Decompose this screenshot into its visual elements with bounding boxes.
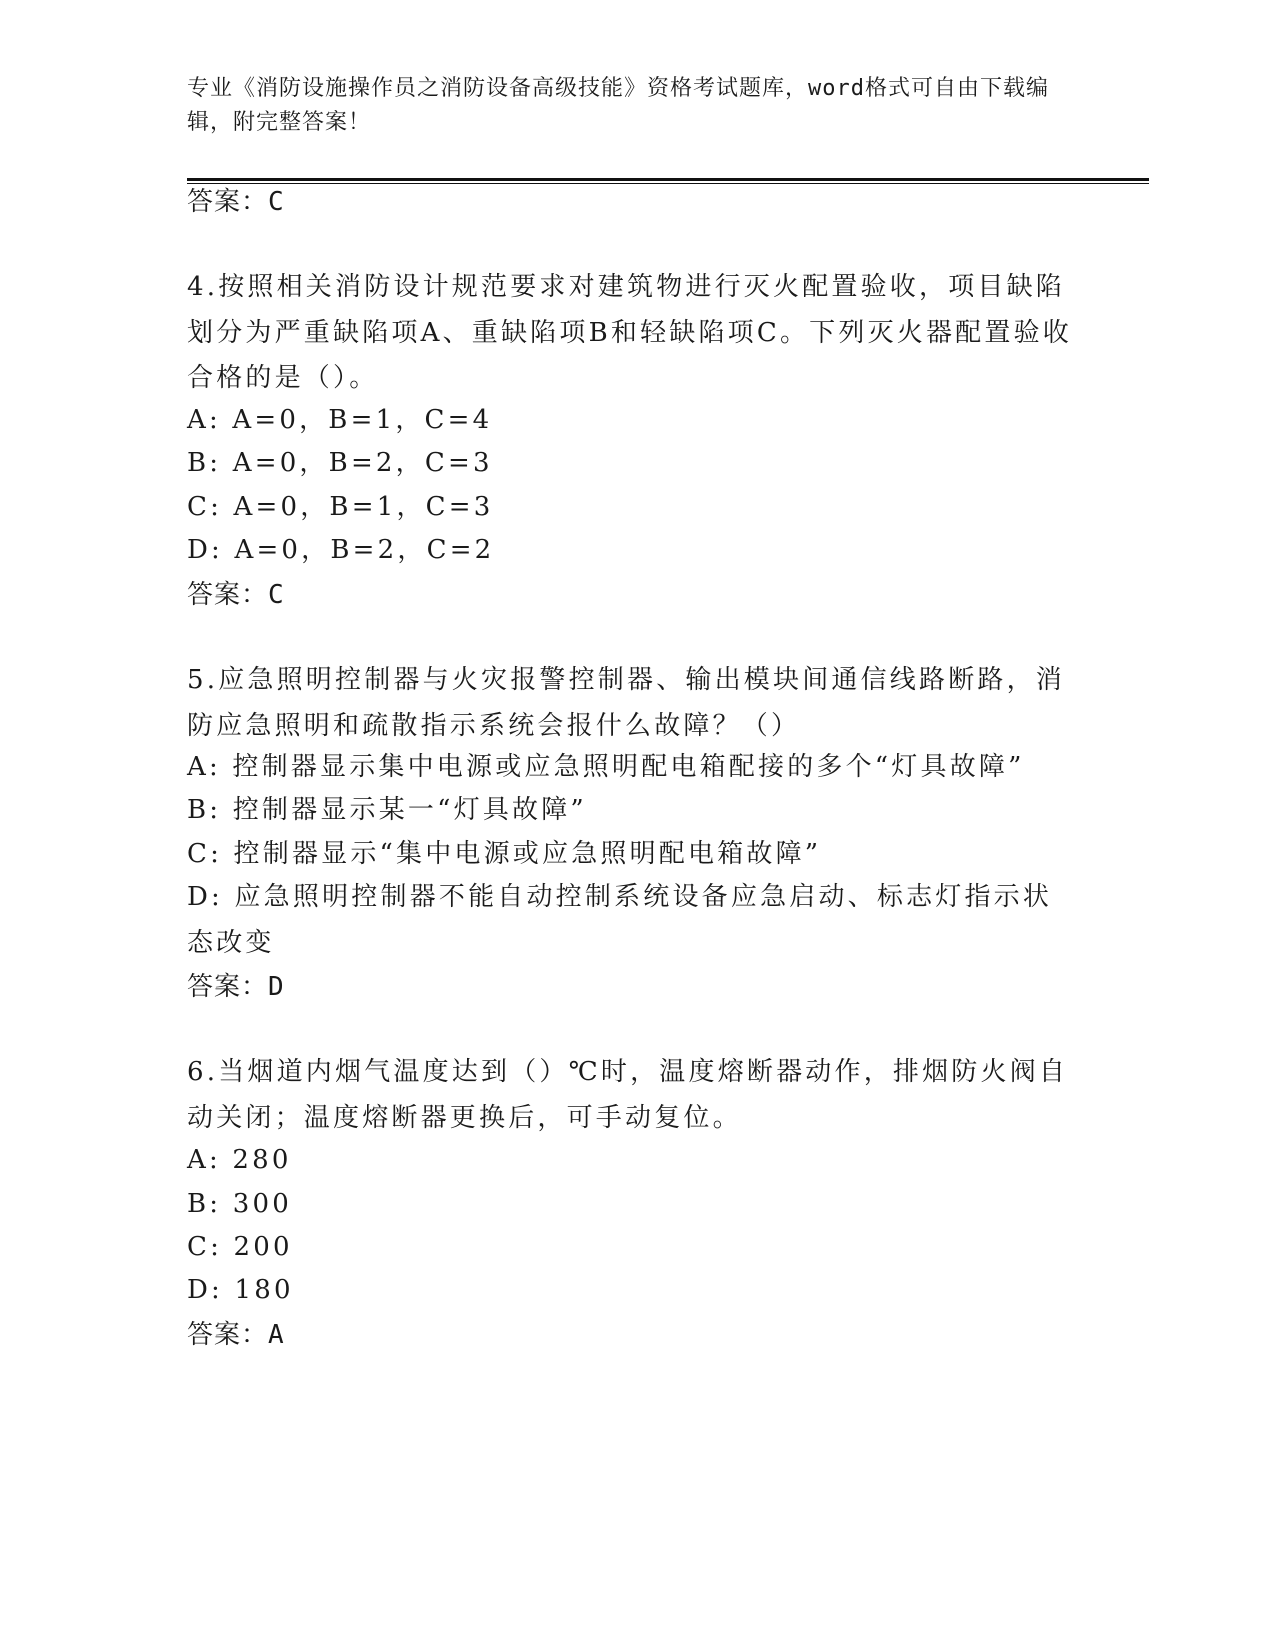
option-c: C: 200 <box>187 1232 293 1262</box>
answer-label: 答案：D <box>187 972 285 1002</box>
answer-label: 答案：C <box>187 580 285 610</box>
question-stem: 4.按照相关消防设计规范要求对建筑物进行灭火配置验收，项目缺陷划分为严重缺陷项A、重缺陷项B和轻缺陷项C。下列灭火器配置验收合格的是（）。 <box>187 272 1072 393</box>
header-divider-thin <box>187 183 1149 184</box>
option-d: D: 应急照明控制器不能自动控制系统设备应急启动、标志灯指示状态改变 <box>187 882 1053 958</box>
option-c: C: A=0，B=1，C=3 <box>187 492 494 522</box>
question-stem: 6.当烟道内烟气温度达到（）℃时，温度熔断器动作，排烟防火阀自动关闭；温度熔断器更换后，可手动复位。 <box>187 1057 1069 1133</box>
option-a: A: 280 <box>187 1145 292 1175</box>
option-b: B: A=0，B=2，C=3 <box>187 448 493 478</box>
option-b: B: 控制器显示某一“灯具故障” <box>187 795 587 825</box>
header-divider-thick <box>187 178 1149 181</box>
option-d: D: 180 <box>187 1275 294 1305</box>
option-a: A: A=0，B=1，C=4 <box>187 405 493 435</box>
answer-label: 答案：C <box>187 187 285 217</box>
question-stem: 5.应急照明控制器与火灾报警控制器、输出模块间通信线路断路，消防应急照明和疏散指示系统会报什么故障？（） <box>187 665 1066 741</box>
option-c: C: 控制器显示“集中电源或应急照明配电箱故障” <box>187 839 822 869</box>
option-d: D: A=0，B=2，C=2 <box>187 535 495 565</box>
document-header: 专业《消防设施操作员之消防设备高级技能》资格考试题库，word格式可自由下载编辑，附完整答案！ <box>187 76 1049 135</box>
option-b: B: 300 <box>187 1189 292 1219</box>
option-a: A: 控制器显示集中电源或应急照明配电箱配接的多个“灯具故障” <box>187 752 1025 782</box>
answer-label: 答案：A <box>187 1320 285 1350</box>
